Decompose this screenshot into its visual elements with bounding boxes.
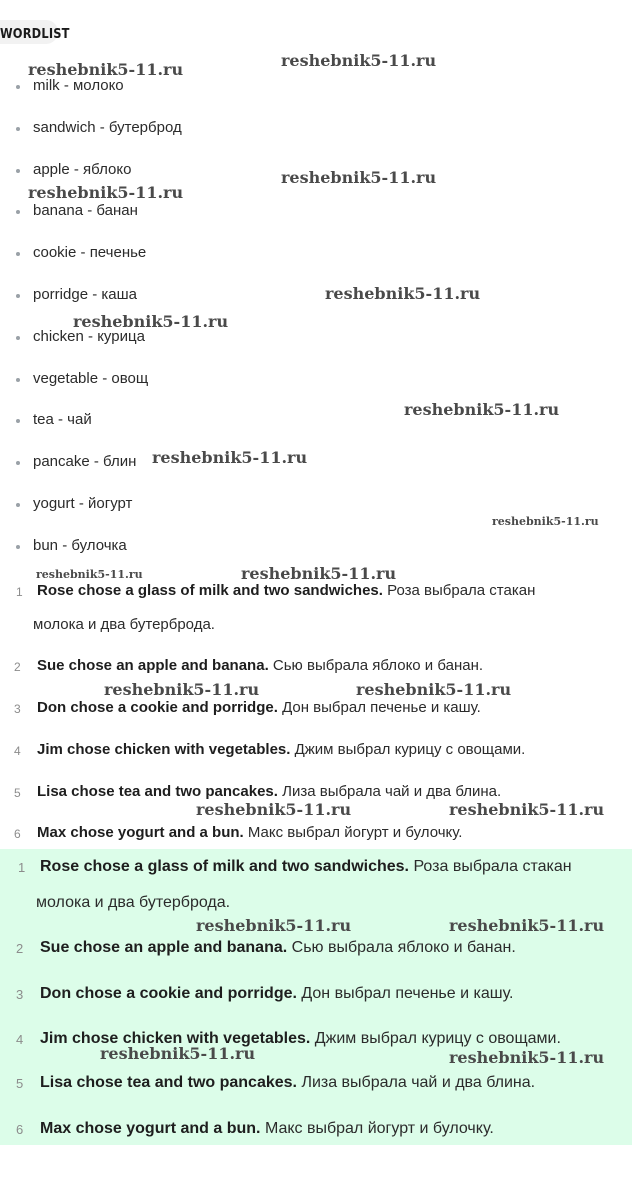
watermark: reshebnik5-11.ru (152, 448, 308, 467)
watermark: reshebnik5-11.ru (196, 800, 352, 819)
wordlist-heading: WORDLIST (0, 27, 70, 42)
answer-russian: Роза выбрала стакан (413, 858, 572, 875)
wordlist-item: bun - булочка (33, 537, 127, 554)
sentence-russian: Джим выбрал курицу с овощами. (294, 741, 526, 758)
answer-english: Rose chose a glass of milk and two sandwiches. (40, 858, 409, 875)
answer-russian: Макс выбрал йогурт и булочку. (264, 1120, 494, 1137)
sentence-russian: Дон выбрал печенье и кашу. (282, 699, 481, 716)
answer-item (40, 1074, 535, 1092)
watermark: reshebnik5-11.ru (404, 400, 560, 419)
wordlist-item: chicken - курица (33, 328, 145, 345)
answer-english: Jim chose chicken with vegetables. (40, 1030, 311, 1047)
watermark: reshebnik5-11.ru (241, 564, 397, 583)
answer-item (40, 858, 572, 876)
sentence-russian: Лиза выбрала чай и два блина. (282, 783, 502, 800)
answer-russian-continued: молока и два бутерброда. (36, 894, 231, 911)
watermark: reshebnik5-11.ru (356, 680, 512, 699)
sentence-english: Rose chose a glass of milk and two sandwiches. (37, 582, 383, 599)
sentence-number: 6 (14, 827, 21, 841)
answer-number: 6 (16, 1122, 24, 1137)
wordlist-item: banana - банан (33, 202, 138, 219)
sentence-item (37, 783, 501, 801)
watermark: reshebnik5-11.ru (28, 183, 184, 202)
watermark: reshebnik5-11.ru (449, 916, 605, 935)
answer-english: Don chose a cookie and porridge. (40, 985, 297, 1002)
watermark: reshebnik5-11.ru (196, 916, 352, 935)
sentence-russian-continued: молока и два бутерброда. (33, 616, 215, 633)
sentence-item (37, 699, 481, 717)
sentence-english: Max chose yogurt and a bun. (37, 824, 244, 841)
answer-item (40, 939, 516, 957)
wordlist-item: cookie - печенье (33, 244, 147, 261)
sentence-english: Don chose a cookie and porridge. (37, 699, 278, 716)
answer-english: Sue chose an apple and banana. (40, 939, 288, 956)
watermark: reshebnik5-11.ru (73, 312, 229, 331)
wordlist-item: milk - молоко (33, 77, 124, 94)
sentence-number: 5 (14, 786, 21, 800)
watermark: reshebnik5-11.ru (449, 800, 605, 819)
sentence-item (37, 741, 525, 759)
sentence-russian: Сью выбрала яблоко и банан. (272, 657, 484, 674)
watermark: reshebnik5-11.ru (325, 284, 481, 303)
watermark: reshebnik5-11.ru (281, 51, 437, 70)
wordlist-item: apple - яблоко (33, 161, 132, 178)
sentence-number: 2 (14, 660, 21, 674)
answer-item (40, 1120, 494, 1138)
answer-number: 2 (16, 941, 24, 956)
answer-number: 5 (16, 1076, 24, 1091)
sentence-russian: Макс выбрал йогурт и булочку. (247, 824, 463, 841)
answer-number: 3 (16, 987, 24, 1002)
watermark: reshebnik5-11.ru (104, 680, 260, 699)
wordlist-item: pancake - блин (33, 453, 137, 470)
answer-russian: Дон выбрал печенье и кашу. (301, 985, 514, 1002)
answer-number: 1 (18, 860, 26, 875)
watermark: reshebnik5-11.ru (449, 1048, 605, 1067)
sentence-number: 4 (14, 744, 21, 758)
answer-russian: Сью выбрала яблоко и банан. (291, 939, 516, 956)
sentence-number: 1 (16, 585, 23, 599)
watermark: reshebnik5-11.ru (28, 60, 184, 79)
answer-russian: Джим выбрал курицу с овощами. (314, 1030, 561, 1047)
watermark: reshebnik5-11.ru (492, 515, 599, 528)
sentence-item (37, 657, 483, 675)
sentence-english: Sue chose an apple and banana. (37, 657, 269, 674)
wordlist-item: porridge - каша (33, 286, 137, 303)
sentence-english: Jim chose chicken with vegetables. (37, 741, 291, 758)
answer-item (40, 985, 513, 1003)
wordlist-item: sandwich - бутерброд (33, 119, 182, 136)
wordlist-item: yogurt - йогурт (33, 495, 133, 512)
wordlist-item: vegetable - овощ (33, 370, 149, 387)
answer-english: Lisa chose tea and two pancakes. (40, 1074, 297, 1091)
watermark: reshebnik5-11.ru (100, 1044, 256, 1063)
sentence-number: 3 (14, 702, 21, 716)
answer-number: 4 (16, 1032, 24, 1047)
sentence-russian: Роза выбрала стакан (387, 582, 536, 599)
sentence-item (37, 582, 535, 600)
answer-russian: Лиза выбрала чай и два блина. (301, 1074, 536, 1091)
watermark: reshebnik5-11.ru (36, 568, 143, 581)
sentence-item (37, 824, 462, 842)
watermark: reshebnik5-11.ru (281, 168, 437, 187)
wordlist-item: tea - чай (33, 411, 92, 428)
sentence-english: Lisa chose tea and two pancakes. (37, 783, 278, 800)
answer-english: Max chose yogurt and a bun. (40, 1120, 261, 1137)
